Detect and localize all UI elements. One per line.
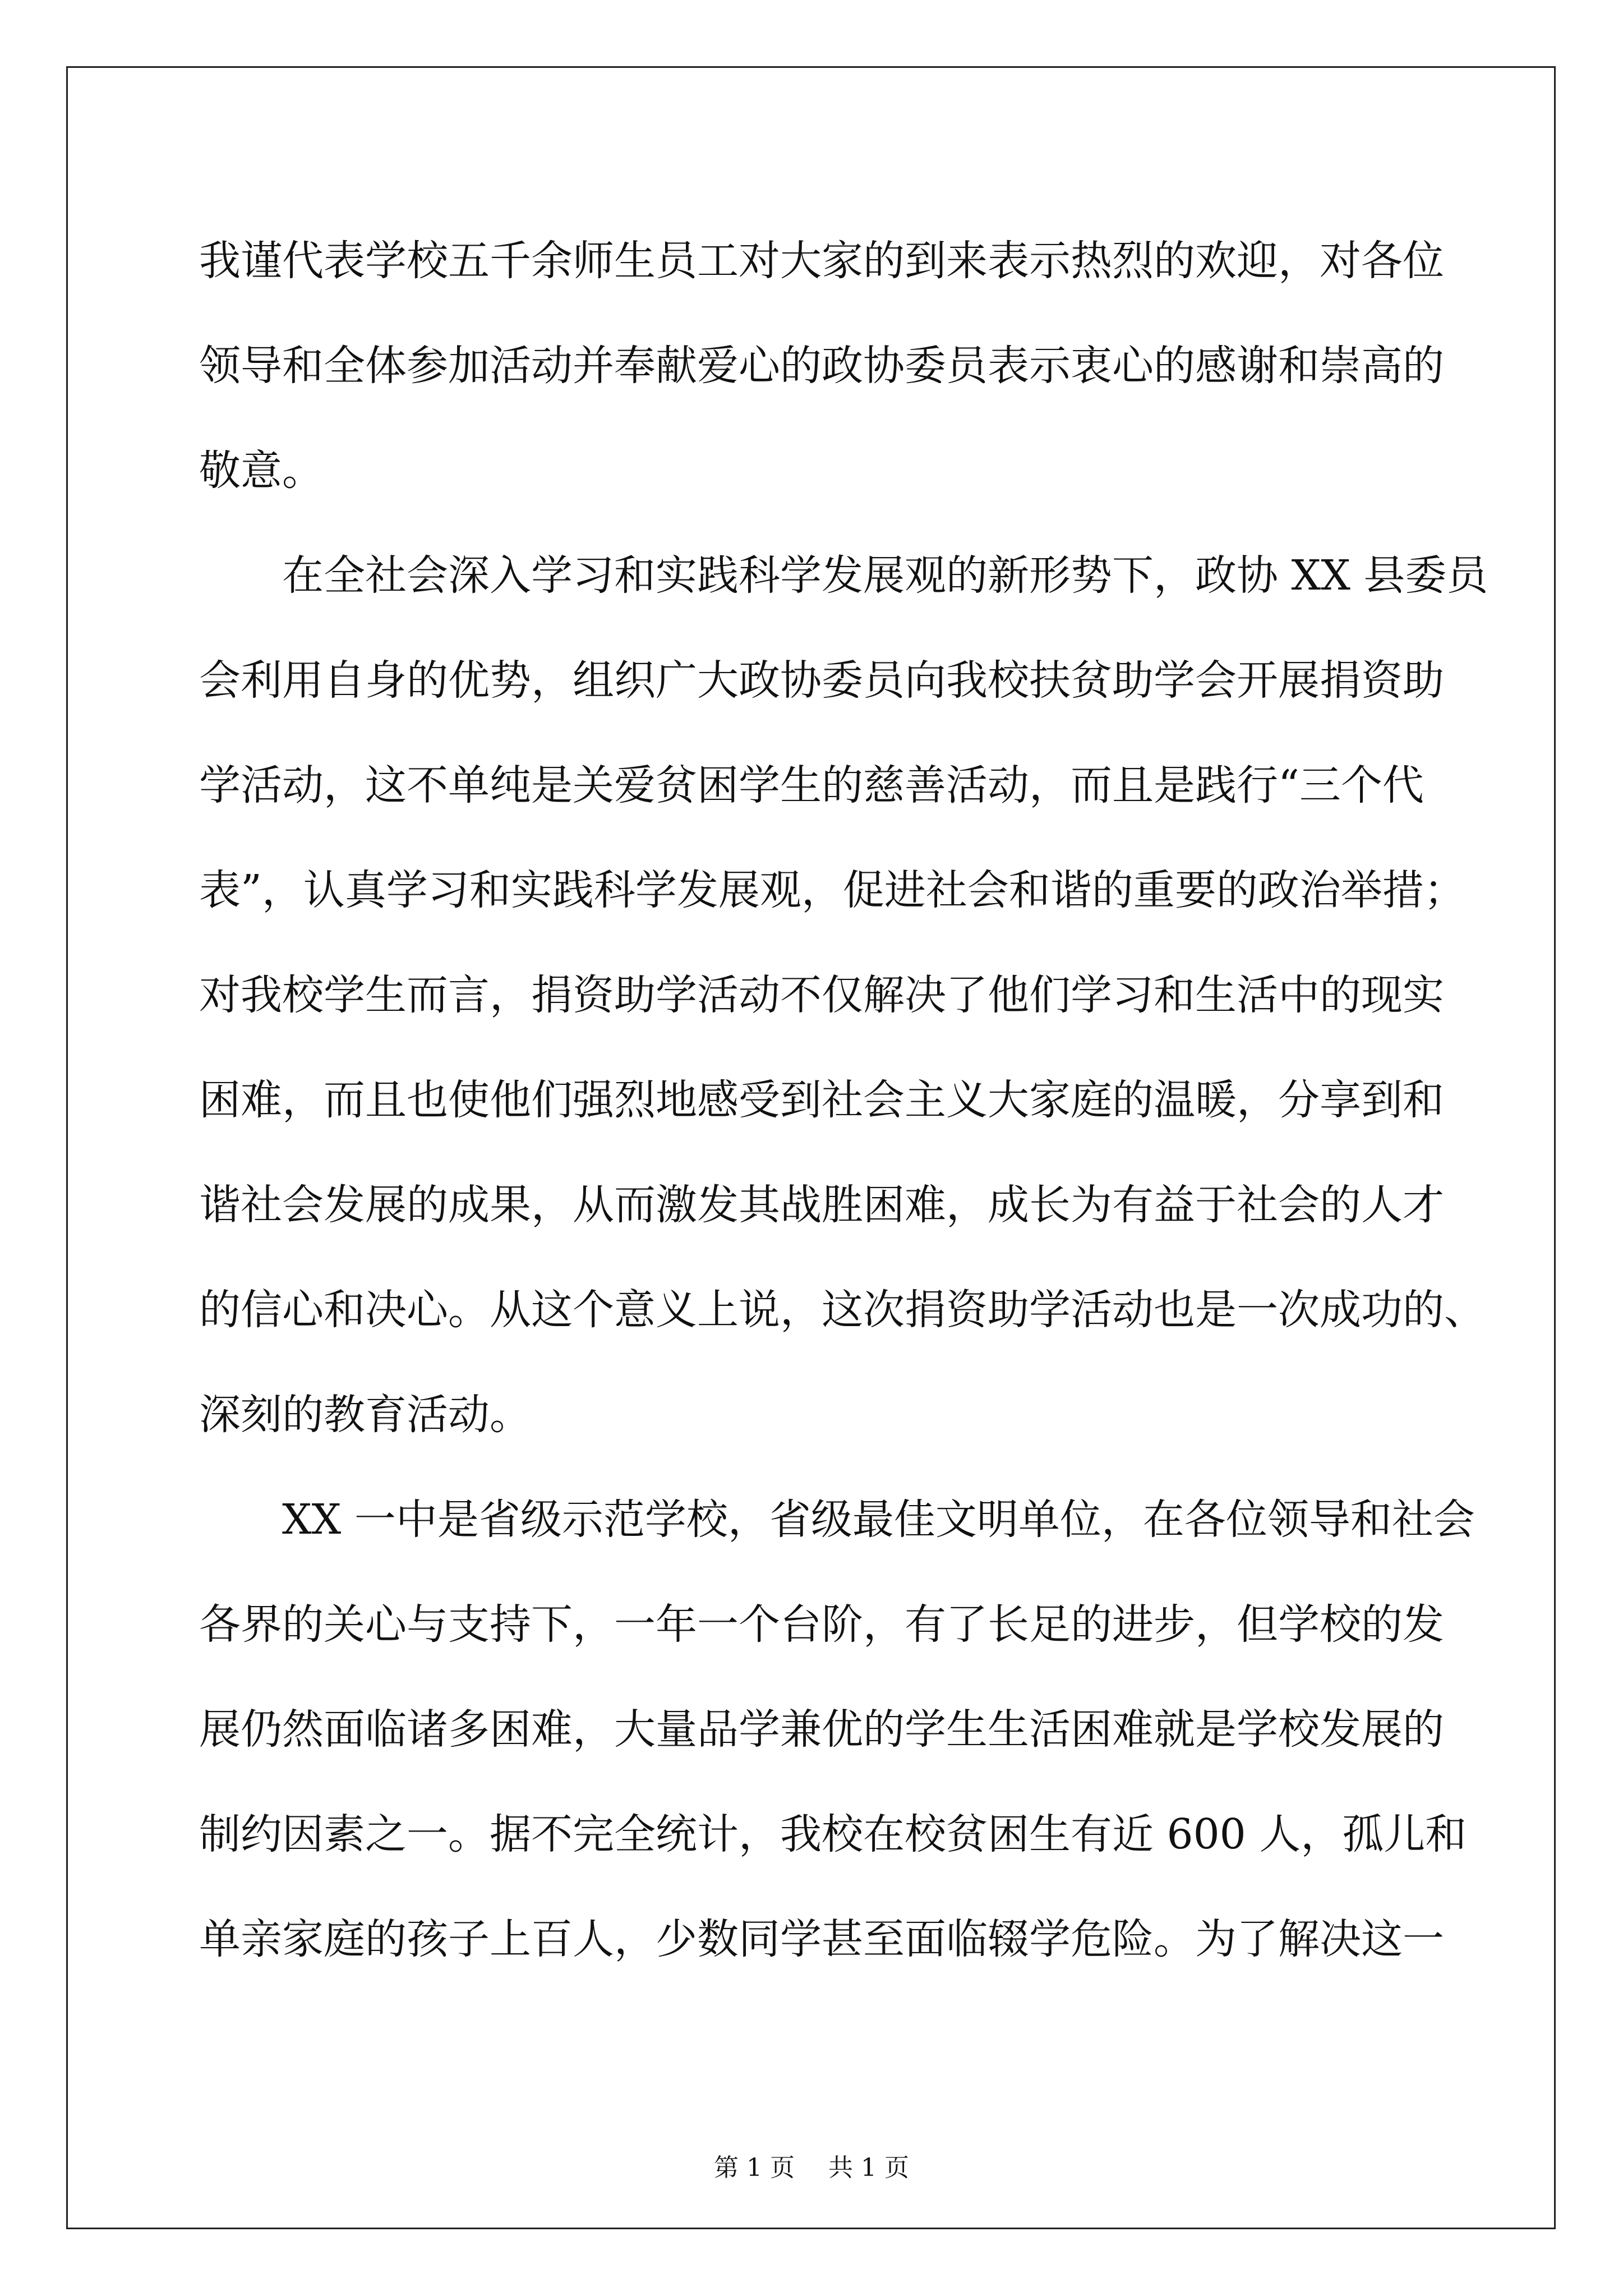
text-line: XX 一中是省级示范学校，省级最佳文明单位，在各位领导和社会 xyxy=(199,1496,1475,1544)
text-line: 表”，认真学习和实践科学发展观，促进社会和谐的重要的政治举措； xyxy=(199,866,1465,914)
text-line: 我谨代表学校五千余师生员工对大家的到来表示热烈的欢迎，对各位 xyxy=(199,237,1444,285)
page-total: 共 1 页 xyxy=(828,2154,909,2182)
text-line: 敬意。 xyxy=(199,447,324,495)
text-line: 深刻的教育活动。 xyxy=(199,1391,531,1439)
text-line: 领导和全体参加活动并奉献爱心的政协委员表示衷心的感谢和崇高的 xyxy=(199,342,1444,390)
text-line: 困难，而且也使他们强烈地感受到社会主义大家庭的温暖，分享到和 xyxy=(199,1076,1444,1124)
text-line: 的信心和决心。从这个意义上说，这次捐资助学活动也是一次成功的、 xyxy=(199,1286,1486,1334)
text-line: 各界的关心与支持下，一年一个台阶，有了长足的进步，但学校的发 xyxy=(199,1600,1444,1649)
text-line: 会利用自身的优势，组织广大政协委员向我校扶贫助学会开展捐资助 xyxy=(199,656,1444,705)
text-line: 单亲家庭的孩子上百人，少数同学甚至面临辍学危险。为了解决这一 xyxy=(199,1915,1444,1963)
text-line: 展仍然面临诸多困难，大量品学兼优的学生生活困难就是学校发展的 xyxy=(199,1705,1444,1754)
page-footer xyxy=(0,2151,1623,2185)
text-line: 学活动，这不单纯是关爱贫困学生的慈善活动，而且是践行“三个代 xyxy=(199,761,1424,809)
text-line: 对我校学生而言，捐资助学活动不仅解决了他们学习和生活中的现实 xyxy=(199,971,1444,1019)
document-body xyxy=(199,209,1488,1992)
text-line: 谐社会发展的成果，从而激发其战胜困难，成长为有益于社会的人才 xyxy=(199,1181,1444,1229)
text-line: 在全社会深入学习和实践科学发展观的新形势下，政协 XX 县委员 xyxy=(199,551,1488,600)
text-line: 制约因素之一。据不完全统计，我校在校贫困生有近 600 人，孤儿和 xyxy=(199,1810,1467,1858)
page-number: 第 1 页 xyxy=(714,2154,795,2182)
